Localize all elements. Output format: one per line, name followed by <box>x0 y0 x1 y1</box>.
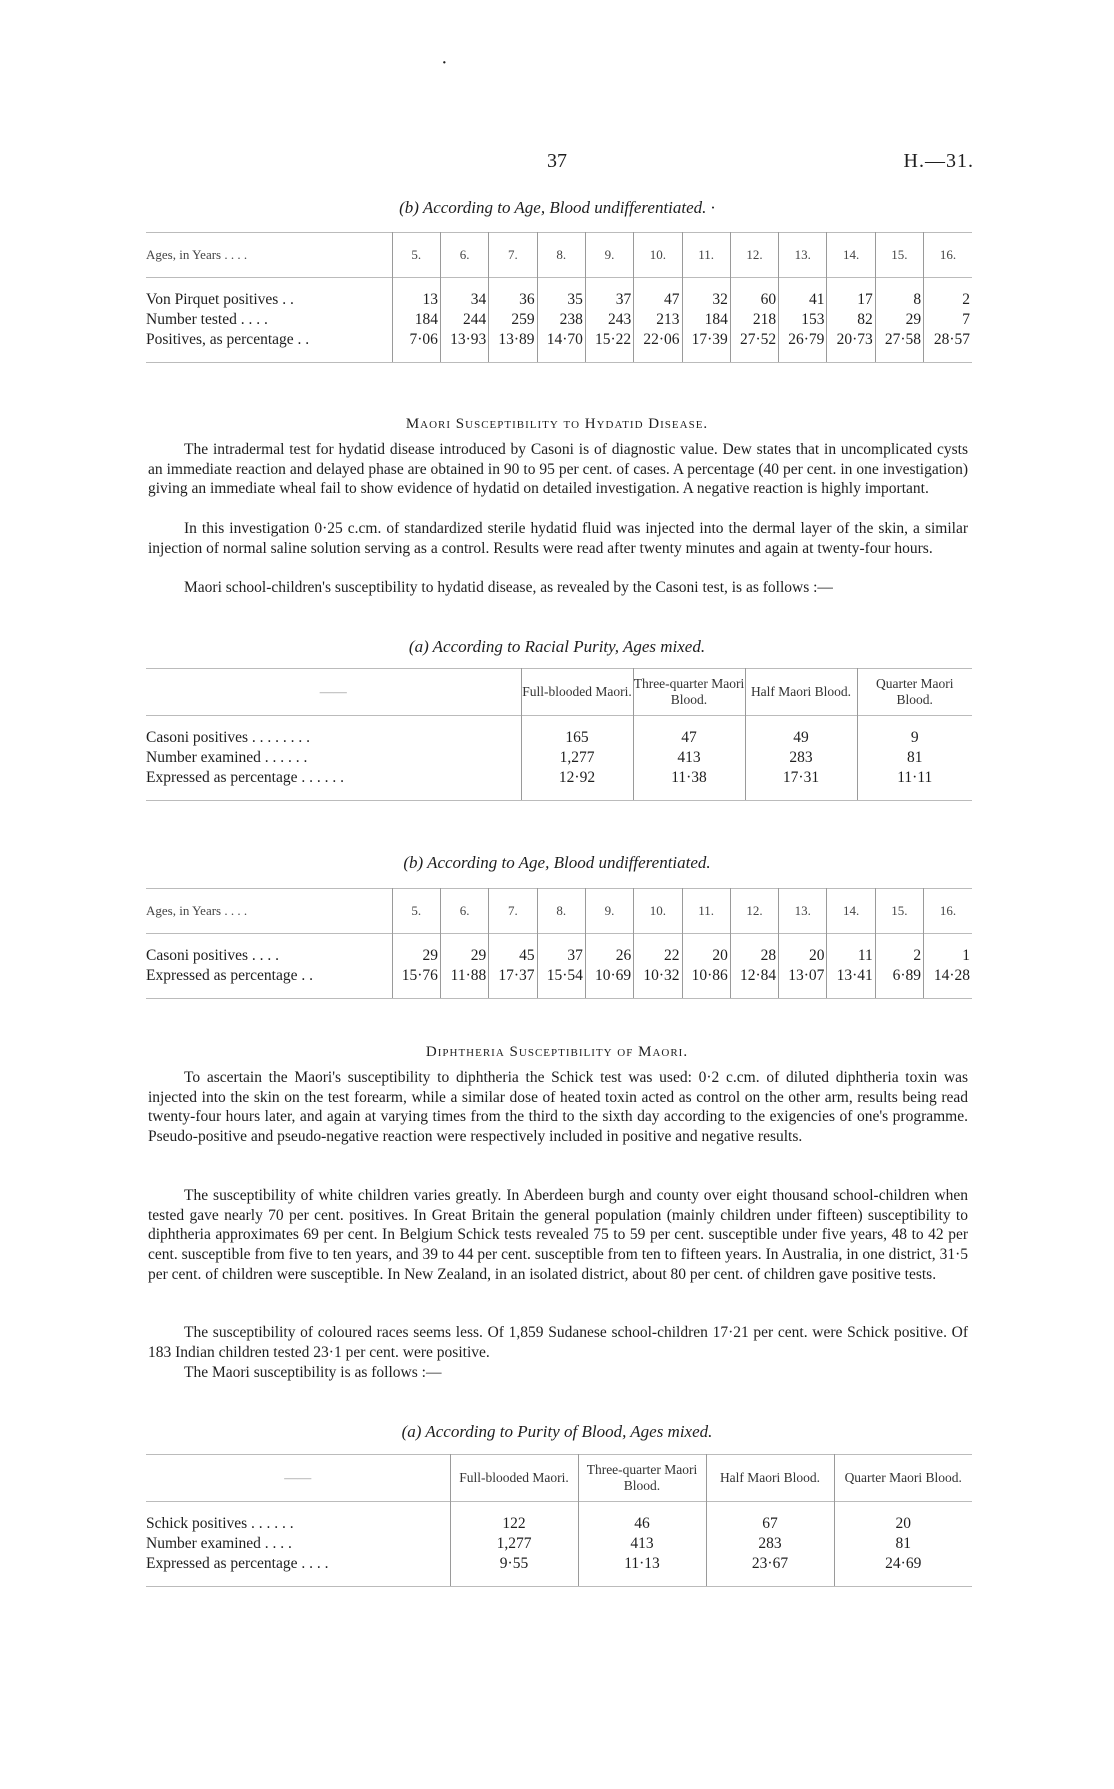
table-cell: 9·55 <box>450 1554 578 1574</box>
table-row <box>146 748 972 768</box>
table-cell: 37 <box>585 290 633 310</box>
table-cell: 9 <box>857 728 972 748</box>
table2-column-header: Half Maori Blood. <box>745 669 857 716</box>
stray-mark: · <box>441 52 448 74</box>
table1-von-pirquet-by-age <box>146 232 972 363</box>
row-label: Number tested . . . . <box>146 311 268 328</box>
row-label: Number examined . . . . <box>146 1535 292 1552</box>
row-label: Expressed as percentage . . . . . . <box>146 769 344 786</box>
table-cell: 165 <box>521 728 633 748</box>
table4-column-header: Full-blooded Maori. <box>450 1455 578 1502</box>
table-cell: 238 <box>537 310 585 330</box>
table-cell: 184 <box>392 310 440 330</box>
table-cell: 20 <box>779 946 827 966</box>
table-cell: 12·92 <box>521 768 633 788</box>
table-cell: 82 <box>827 310 875 330</box>
table-cell: 13·41 <box>827 966 875 986</box>
table-cell: 218 <box>730 310 778 330</box>
row-label: Casoni positives . . . . <box>146 947 280 964</box>
hydatid-paragraph: In this investigation 0·25 c.cm. of standardized sterile hydatid fluid was injected into the dermal layer of the skin, a similar injection of normal saline solution serving as a control. Results were read after twenty minutes and again at twenty-four hours. <box>148 520 968 557</box>
hydatid-paragraph: The intradermal test for hydatid disease introduced by Casoni is of diagnostic value. Dew states that in uncomplicated cysts an immediate reaction and delayed phase are obtained in 90 to 95 per cent. of cases. A percentage (40 per cent. in one investigation) giving an immediate wheal fail to show evidence of hydatid on detailed investigation. A negative reaction is highly important. <box>148 441 968 498</box>
table-cell: 2 <box>875 946 923 966</box>
table-cell: 41 <box>779 290 827 310</box>
table-cell: 49 <box>745 728 857 748</box>
table1-age-header: 9. <box>585 233 633 278</box>
table-cell: 67 <box>706 1514 834 1534</box>
table-cell: 283 <box>745 748 857 768</box>
table3-age-header: 13. <box>779 889 827 934</box>
table3-age-header: 11. <box>682 889 730 934</box>
table-cell: 47 <box>633 728 745 748</box>
table-row <box>146 946 972 966</box>
table-cell: 27·52 <box>730 330 778 350</box>
table-cell: 14·28 <box>924 966 972 986</box>
hydatid-paragraph: Maori school-children's susceptibility to hydatid disease, as revealed by the Casoni test, is as follows :— <box>184 579 833 596</box>
diphtheria-paragraph: The susceptibility of coloured races seems less. Of 1,859 Sudanese school-children 17·21 per cent. were Schick positive. Of 183 Indian children tested 23·1 per cent. were positive. <box>148 1324 968 1361</box>
table-cell: 20 <box>834 1514 972 1534</box>
table-row <box>146 310 972 330</box>
table-cell: 15·54 <box>537 966 585 986</box>
table1-age-header: 12. <box>730 233 778 278</box>
table2-casoni-by-racial-purity <box>146 668 972 801</box>
table-row <box>146 768 972 788</box>
table-cell: 259 <box>489 310 537 330</box>
table-row <box>146 1534 972 1554</box>
table3-age-header: 6. <box>440 889 488 934</box>
table-cell: 7·06 <box>392 330 440 350</box>
table2-header-row <box>146 669 972 716</box>
table-cell: 81 <box>834 1534 972 1554</box>
table-cell: 13·89 <box>489 330 537 350</box>
table4-schick-by-blood-purity <box>146 1454 972 1587</box>
hydatid-section-heading: Maori Susceptibility to Hydatid Disease. <box>405 416 709 432</box>
table3-age-header: 14. <box>827 889 875 934</box>
table-cell: 13·07 <box>779 966 827 986</box>
table-cell: 13 <box>392 290 440 310</box>
document-reference: H.—31. <box>903 150 974 172</box>
table-cell: 14·70 <box>537 330 585 350</box>
table-cell: 36 <box>489 290 537 310</box>
table-cell: 27·58 <box>875 330 923 350</box>
table-cell: 8 <box>875 290 923 310</box>
table-cell: 34 <box>440 290 488 310</box>
row-label: Casoni positives . . . . . . . . <box>146 729 311 746</box>
table4-label-header: —— <box>284 1470 312 1485</box>
table-row <box>146 1514 972 1534</box>
table1-age-header: 7. <box>489 233 537 278</box>
table3-age-header: 16. <box>924 889 972 934</box>
table3-age-header: 12. <box>730 889 778 934</box>
table3-casoni-by-age <box>146 888 972 999</box>
table3-age-header: 10. <box>634 889 682 934</box>
table4-column-header: Quarter Maori Blood. <box>834 1455 972 1502</box>
table-cell: 37 <box>537 946 585 966</box>
table-cell: 17·39 <box>682 330 730 350</box>
table4-header-row <box>146 1455 972 1502</box>
table-cell: 24·69 <box>834 1554 972 1574</box>
table-cell: 26 <box>585 946 633 966</box>
table3-header-row <box>146 889 972 934</box>
table-cell: 15·22 <box>585 330 633 350</box>
table-cell: 1 <box>924 946 972 966</box>
page-number: 37 <box>547 150 567 172</box>
table2-label-header: —— <box>319 684 347 699</box>
table1-age-header: 11. <box>682 233 730 278</box>
table-cell: 23·67 <box>706 1554 834 1574</box>
table-cell: 13·93 <box>440 330 488 350</box>
table4-column-header: Three-quarter Maori Blood. <box>578 1455 706 1502</box>
row-label: Number examined . . . . . . <box>146 749 308 766</box>
table-cell: 28 <box>730 946 778 966</box>
table-cell: 1,277 <box>450 1534 578 1554</box>
table3-age-header: 7. <box>489 889 537 934</box>
table-cell: 22·06 <box>634 330 682 350</box>
table-cell: 10·32 <box>634 966 682 986</box>
table2-column-header: Quarter Maori Blood. <box>857 669 972 716</box>
table-cell: 413 <box>633 748 745 768</box>
table-row <box>146 330 972 350</box>
table-cell: 1,277 <box>521 748 633 768</box>
table-cell: 81 <box>857 748 972 768</box>
table-cell: 32 <box>682 290 730 310</box>
table2-column-header: Full-blooded Maori. <box>521 669 633 716</box>
table-cell: 26·79 <box>779 330 827 350</box>
table-row <box>146 290 972 310</box>
table1-age-header: 5. <box>392 233 440 278</box>
table-row <box>146 966 972 986</box>
table-cell: 60 <box>730 290 778 310</box>
table-cell: 10·86 <box>682 966 730 986</box>
diphtheria-paragraph: To ascertain the Maori's susceptibility to diphtheria the Schick test was used: 0·2 c.cm. of diluted diphtheria toxin was injected into the skin on the test forearm, while a similar dose of heated toxin acted as control on the other arm, results being read twenty-four hours later, and again at varying times from the third to the sixth day according to the exigencies of one's programme. Pseudo-positive and pseudo-negative reaction were respectively included in positive and negative results. <box>148 1069 968 1146</box>
table1-age-header: 6. <box>440 233 488 278</box>
table1-age-header: 14. <box>827 233 875 278</box>
table2-column-header: Three-quarter Maori Blood. <box>633 669 745 716</box>
row-label: Expressed as percentage . . <box>146 967 313 984</box>
table-cell: 22 <box>634 946 682 966</box>
table-cell: 45 <box>489 946 537 966</box>
table-cell: 29 <box>392 946 440 966</box>
table-cell: 11·13 <box>578 1554 706 1574</box>
table1-age-header: 15. <box>875 233 923 278</box>
table-cell: 7 <box>924 310 972 330</box>
table3-age-header: 15. <box>875 889 923 934</box>
table-cell: 35 <box>537 290 585 310</box>
row-label: Von Pirquet positives . . <box>146 291 294 308</box>
table1-age-header: 8. <box>537 233 585 278</box>
table3-age-header: 9. <box>585 889 633 934</box>
row-label: Schick positives . . . . . . <box>146 1515 294 1532</box>
diphtheria-paragraph: The susceptibility of white children varies greatly. In Aberdeen burgh and county over eight thousand school-children when tested gave nearly 70 per cent. positives. In Great Britain the general population (mainly children under fifteen) susceptibility to diphtheria approximates 69 per cent. In Belgium Schick tests revealed 75 to 59 per cent. susceptible under five years, 48 to 42 per cent. susceptible from five to ten years, and 39 to 44 per cent. susceptible from ten to fifteen years. In Australia, in one district, 31·5 per cent. of children were susceptible. In New Zealand, in an isolated district, about 80 per cent. of children gave positive tests. <box>148 1187 968 1283</box>
row-label: Expressed as percentage . . . . <box>146 1555 329 1572</box>
table-cell: 11·88 <box>440 966 488 986</box>
table1-label-header: Ages, in Years . . . . <box>146 247 248 262</box>
table2-caption: (a) According to Racial Purity, Ages mixed. <box>408 637 706 656</box>
table-cell: 20 <box>682 946 730 966</box>
table-cell: 47 <box>634 290 682 310</box>
table1-caption: (b) According to Age, Blood undifferentiated. · <box>399 198 715 217</box>
table3-age-header: 8. <box>537 889 585 934</box>
table-cell: 2 <box>924 290 972 310</box>
table-row <box>146 1554 972 1574</box>
table-cell: 17·37 <box>489 966 537 986</box>
table-cell: 29 <box>440 946 488 966</box>
table1-age-header: 13. <box>779 233 827 278</box>
row-label: Positives, as percentage . . <box>146 331 310 348</box>
table4-column-header: Half Maori Blood. <box>706 1455 834 1502</box>
table-cell: 10·69 <box>585 966 633 986</box>
table-cell: 11·11 <box>857 768 972 788</box>
table-cell: 184 <box>682 310 730 330</box>
table-cell: 12·84 <box>730 966 778 986</box>
table-cell: 11·38 <box>633 768 745 788</box>
table-cell: 213 <box>634 310 682 330</box>
table-cell: 11 <box>827 946 875 966</box>
table1-header-row <box>146 233 972 278</box>
table-cell: 17·31 <box>745 768 857 788</box>
table-cell: 28·57 <box>924 330 972 350</box>
table-cell: 283 <box>706 1534 834 1554</box>
table-cell: 153 <box>779 310 827 330</box>
table3-age-header: 5. <box>392 889 440 934</box>
table-cell: 17 <box>827 290 875 310</box>
table-cell: 20·73 <box>827 330 875 350</box>
table3-label-header: Ages, in Years . . . . <box>146 903 248 918</box>
diphtheria-section-heading: Diphtheria Susceptibility of Maori. <box>425 1044 689 1060</box>
diphtheria-paragraph: The Maori susceptibility is as follows :— <box>184 1364 442 1381</box>
table-cell: 15·76 <box>392 966 440 986</box>
table-cell: 6·89 <box>875 966 923 986</box>
table-cell: 413 <box>578 1534 706 1554</box>
table-cell: 122 <box>450 1514 578 1534</box>
table-cell: 244 <box>440 310 488 330</box>
table-cell: 243 <box>585 310 633 330</box>
table1-age-header: 16. <box>924 233 972 278</box>
table3-caption: (b) According to Age, Blood undifferentiated. <box>403 853 711 872</box>
table-cell: 29 <box>875 310 923 330</box>
table1-age-header: 10. <box>634 233 682 278</box>
table4-caption: (a) According to Purity of Blood, Ages mixed. <box>401 1422 713 1441</box>
table-cell: 46 <box>578 1514 706 1534</box>
table-row <box>146 728 972 748</box>
